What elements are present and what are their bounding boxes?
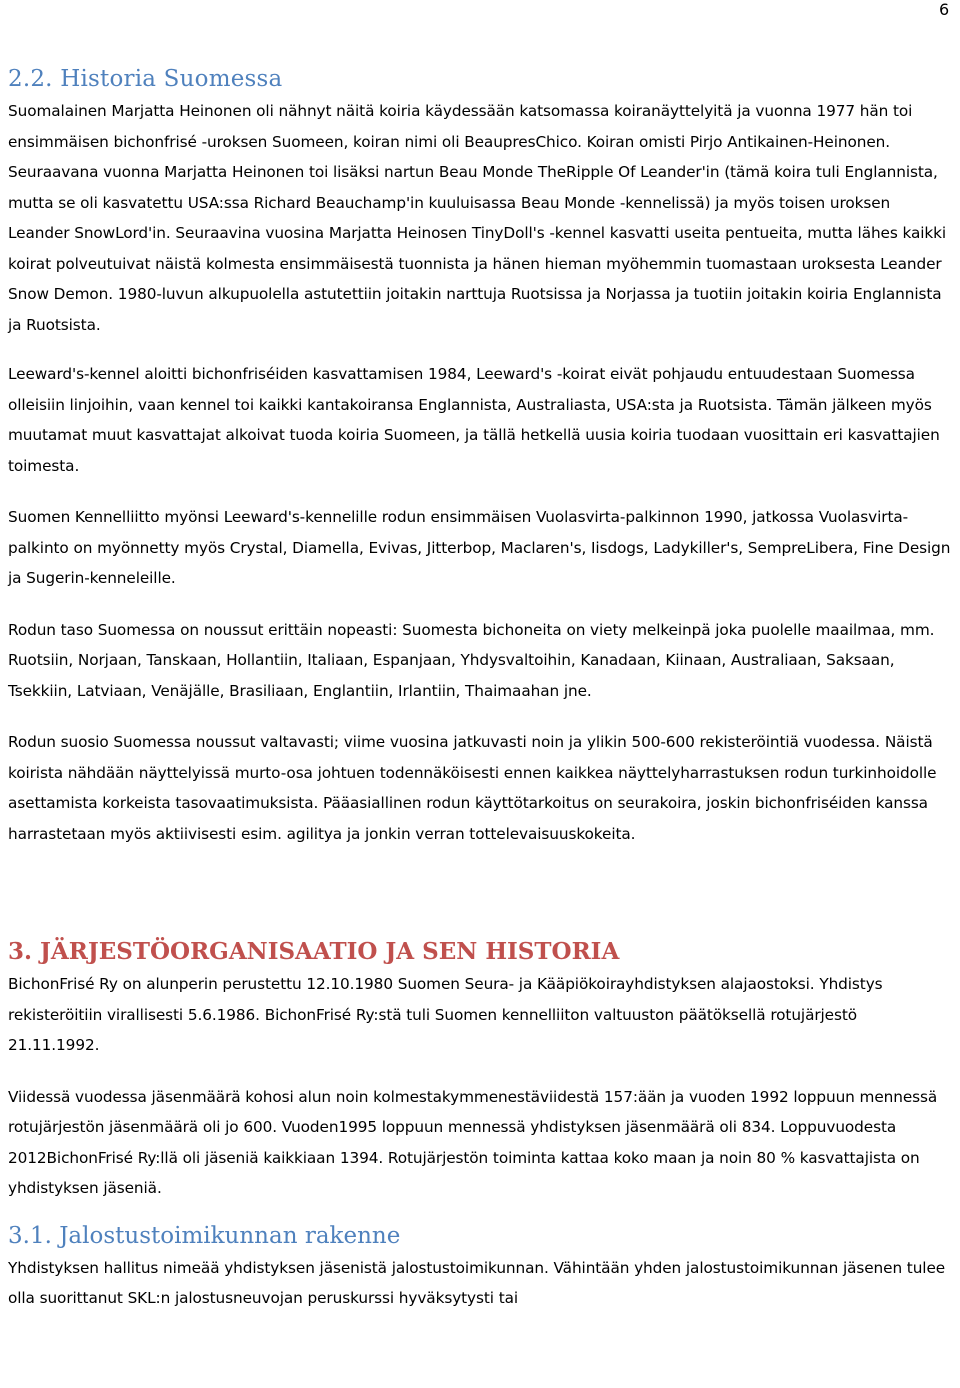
section-heading-3: 3. JÄRJESTÖORGANISAATIO JA SEN HISTORIA xyxy=(8,938,620,965)
section-heading-2-2: 2.2. Historia Suomessa xyxy=(8,66,283,92)
paragraph: BichonFrisé Ry on alunperin perustettu 12.10.1980 Suomen Seura- ja Kääpiökoirayhdistyksen alajaostoksi. Yhdistys rekisteröitiin virallisesti 5.6.1986. BichonFrisé Ry:stä tuli Suomen kennelliiton valtuuston päätöksellä rotujärjestö 21.11.1992. xyxy=(8,975,883,1054)
paragraph: Suomalainen Marjatta Heinonen oli nähnyt näitä koiria käydessään katsomassa koiranäyttelyitä ja vuonna 1977 hän toi ensimmäisen bichonfrisé -uroksen Suomeen, koiran nimi oli BeaupresChico. Koiran omisti Pirjo Antikainen-Heinonen. Seuraavana vuonna Marjatta Heinonen toi lisäksi nartun Beau Monde TheRipple Of Leander'in (tämä koira tuli Englannista, mutta se oli kasvatettu USA:ssa Richard Beauchamp'in kuuluisassa Beau Monde -kennelissä) ja myös toisen uroksen Leander SnowLord'in. Seuraavina vuosina Marjatta Heinosen TinyDoll's -kennel kasvatti useita pentueita, mutta lähes kaikki koirat polveutuivat näistä kolmesta ensimmäisestä tuonnista ja hänen hieman myöhemmin tuomastaan uroksesta Leander Snow Demon. 1980-luvun alkupuolella astutettiin joitakin narttuja Ruotsissa ja Norjassa ja tuotiin joitakin koiria Englannista ja Ruotsista. xyxy=(8,102,947,334)
section-heading-3-1: 3.1. Jalostustoimikunnan rakenne xyxy=(8,1222,401,1249)
paragraph: Rodun suosio Suomessa noussut valtavasti; viime vuosina jatkuvasti noin ja ylikin 500-600 rekisteröintiä vuodessa. Näistä koirista nähdään näyttelyissä murto-osa johtuen todennäköisesti ennen kaikkea näyttelyharrastuksen rodun turkinhoidolle asettamista korkeista tasovaatimuksista. Pääasiallinen rodun käyttötarkoitus on seurakoira, joskin bichonfriséiden kanssa harrastetaan myös aktiivisesti esim. agilitya ja jonkin verran tottelevaisuuskokeita. xyxy=(8,733,937,843)
page-number: 6 xyxy=(939,0,950,19)
paragraph: Suomen Kennelliitto myönsi Leeward's-kennelille rodun ensimmäisen Vuolasvirta-palkinnon 1990, jatkossa Vuolasvirta-palkinto on myönnetty myös Crystal, Diamella, Evivas, Jitterbop, Maclaren's, Iisdogs, Ladykiller's, SempreLibera, Fine Design ja Sugerin-kenneleille. xyxy=(8,508,951,587)
paragraph: Viidessä vuodessa jäsenmäärä kohosi alun noin kolmestakymmenestäviidestä 157:ään ja vuoden 1992 loppuun mennessä rotujärjestön jäsenmäärä oli jo 600. Vuoden1995 loppuun mennessä yhdistyksen jäsenmäärä oli 834. Loppuvuodesta 2012BichonFrisé Ry:llä oli jäseniä kaikkiaan 1394. Rotujärjestön toiminta kattaa koko maan ja noin 80 % kasvattajista on yhdistyksen jäseniä. xyxy=(8,1087,938,1197)
document-body xyxy=(8,62,952,1314)
paragraph: Yhdistyksen hallitus nimeää yhdistyksen jäsenistä jalostustoimikunnan. Vähintään yhden jalostustoimikunnan jäsenen tulee olla suorittanut SKL:n jalostusneuvojan peruskurssi hyväksytysti tai xyxy=(8,1258,946,1307)
paragraph: Leeward's-kennel aloitti bichonfriséiden kasvattamisen 1984, Leeward's -koirat eivät pohjaudu entuudestaan Suomessa olleisiin linjoihin, vaan kennel toi kaikki kantakoiransa Englannista, Australiasta, USA:sta ja Ruotsista. Tämän jälkeen myös muutamat muut kasvattajat alkoivat tuoda koiria Suomeen, ja tällä hetkellä uusia koiria tuodaan vuosittain eri kasvattajien toimesta. xyxy=(8,365,940,475)
paragraph: Rodun taso Suomessa on noussut erittäin nopeasti: Suomesta bichoneita on viety melkeinpä joka puolelle maailmaa, mm. Ruotsiin, Norjaan, Tanskaan, Hollantiin, Italiaan, Espanjaan, Yhdysvaltoihin, Kanadaan, Kiinaan, Australiaan, Saksaan, Tsekkiin, Latviaan, Venäjälle, Brasiliaan, Englantiin, Irlantiin, Thaimaahan jne. xyxy=(8,620,935,700)
